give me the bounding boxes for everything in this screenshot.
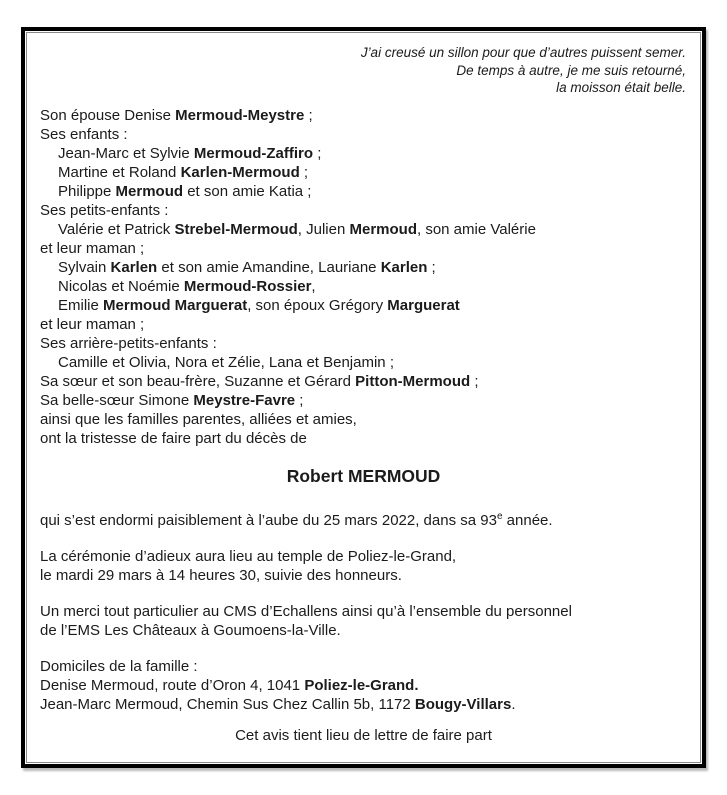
text-line: ainsi que les familles parentes, alliées et amies,	[40, 410, 357, 428]
text-line: et leur maman ;	[40, 315, 145, 333]
text-line: Ses petits-enfants :	[40, 201, 169, 219]
text-line: Camille et Olivia, Nora et Zélie, Lana et Benjamin ;	[58, 353, 394, 371]
text-line: ont la tristesse de faire part du décès de	[40, 429, 307, 447]
obituary-content	[27, 33, 700, 745]
text-line: Sa belle-sœur Simone Meystre-Favre ;	[40, 391, 304, 409]
paragraph	[40, 511, 687, 530]
text-line: et leur maman ;	[40, 239, 145, 257]
epigraph	[40, 44, 687, 97]
text-line: Ses arrière-petits-enfants :	[40, 334, 217, 352]
text-line: Son épouse Denise Mermoud-Meystre ;	[40, 106, 313, 124]
text-line: la moisson était belle.	[556, 80, 686, 95]
text-line: Domiciles de la famille :	[40, 657, 198, 675]
text-line: Ses enfants :	[40, 125, 128, 143]
text-line: La cérémonie d’adieux aura lieu au temple de Poliez-le-Grand,	[40, 547, 457, 565]
closing-line: Cet avis tient lieu de lettre de faire part	[235, 726, 492, 744]
text-line: le mardi 29 mars à 14 heures 30, suivie des honneurs.	[40, 566, 402, 584]
paragraph	[40, 602, 687, 640]
body-paragraphs	[40, 511, 687, 714]
text-line: Un merci tout particulier au CMS d’Echallens ainsi qu’à l’ensemble du personnel	[40, 602, 572, 620]
text-line: de l’EMS Les Châteaux à Goumoens-la-Ville.	[40, 621, 341, 639]
text-line: Jean-Marc Mermoud, Chemin Sus Chez Callin 5b, 1172 Bougy-Villars.	[40, 695, 516, 713]
text-line: Sylvain Karlen et son amie Amandine, Lauriane Karlen ;	[58, 258, 436, 276]
text-line: Denise Mermoud, route d’Oron 4, 1041 Poliez-le-Grand.	[40, 676, 419, 694]
text-line: J’ai creusé un sillon pour que d’autres puissent semer.	[360, 45, 686, 60]
text-line: Sa sœur et son beau-frère, Suzanne et Gérard Pitton-Mermoud ;	[40, 372, 479, 390]
deceased-name: Robert MERMOUD	[286, 465, 441, 486]
paragraph	[40, 657, 687, 714]
family-list	[40, 106, 687, 448]
text-line: Valérie et Patrick Strebel-Mermoud, Julien Mermoud, son amie Valérie	[58, 220, 536, 238]
text-line: Jean-Marc et Sylvie Mermoud-Zaffiro ;	[58, 144, 322, 162]
text-line: Emilie Mermoud Marguerat, son époux Grégory Marguerat	[58, 296, 460, 314]
text-line: Nicolas et Noémie Mermoud-Rossier,	[58, 277, 316, 295]
paragraph	[40, 547, 687, 585]
document-frame	[21, 27, 706, 768]
text-line: Philippe Mermoud et son amie Katia ;	[58, 182, 312, 200]
text-line: De temps à autre, je me suis retourné,	[456, 62, 686, 78]
text-line: Martine et Roland Karlen-Mermoud ;	[58, 163, 309, 181]
text-line: qui s’est endormi paisiblement à l’aube du 25 mars 2022, dans sa 93e année.	[40, 510, 553, 529]
document-frame-inner	[26, 32, 701, 763]
